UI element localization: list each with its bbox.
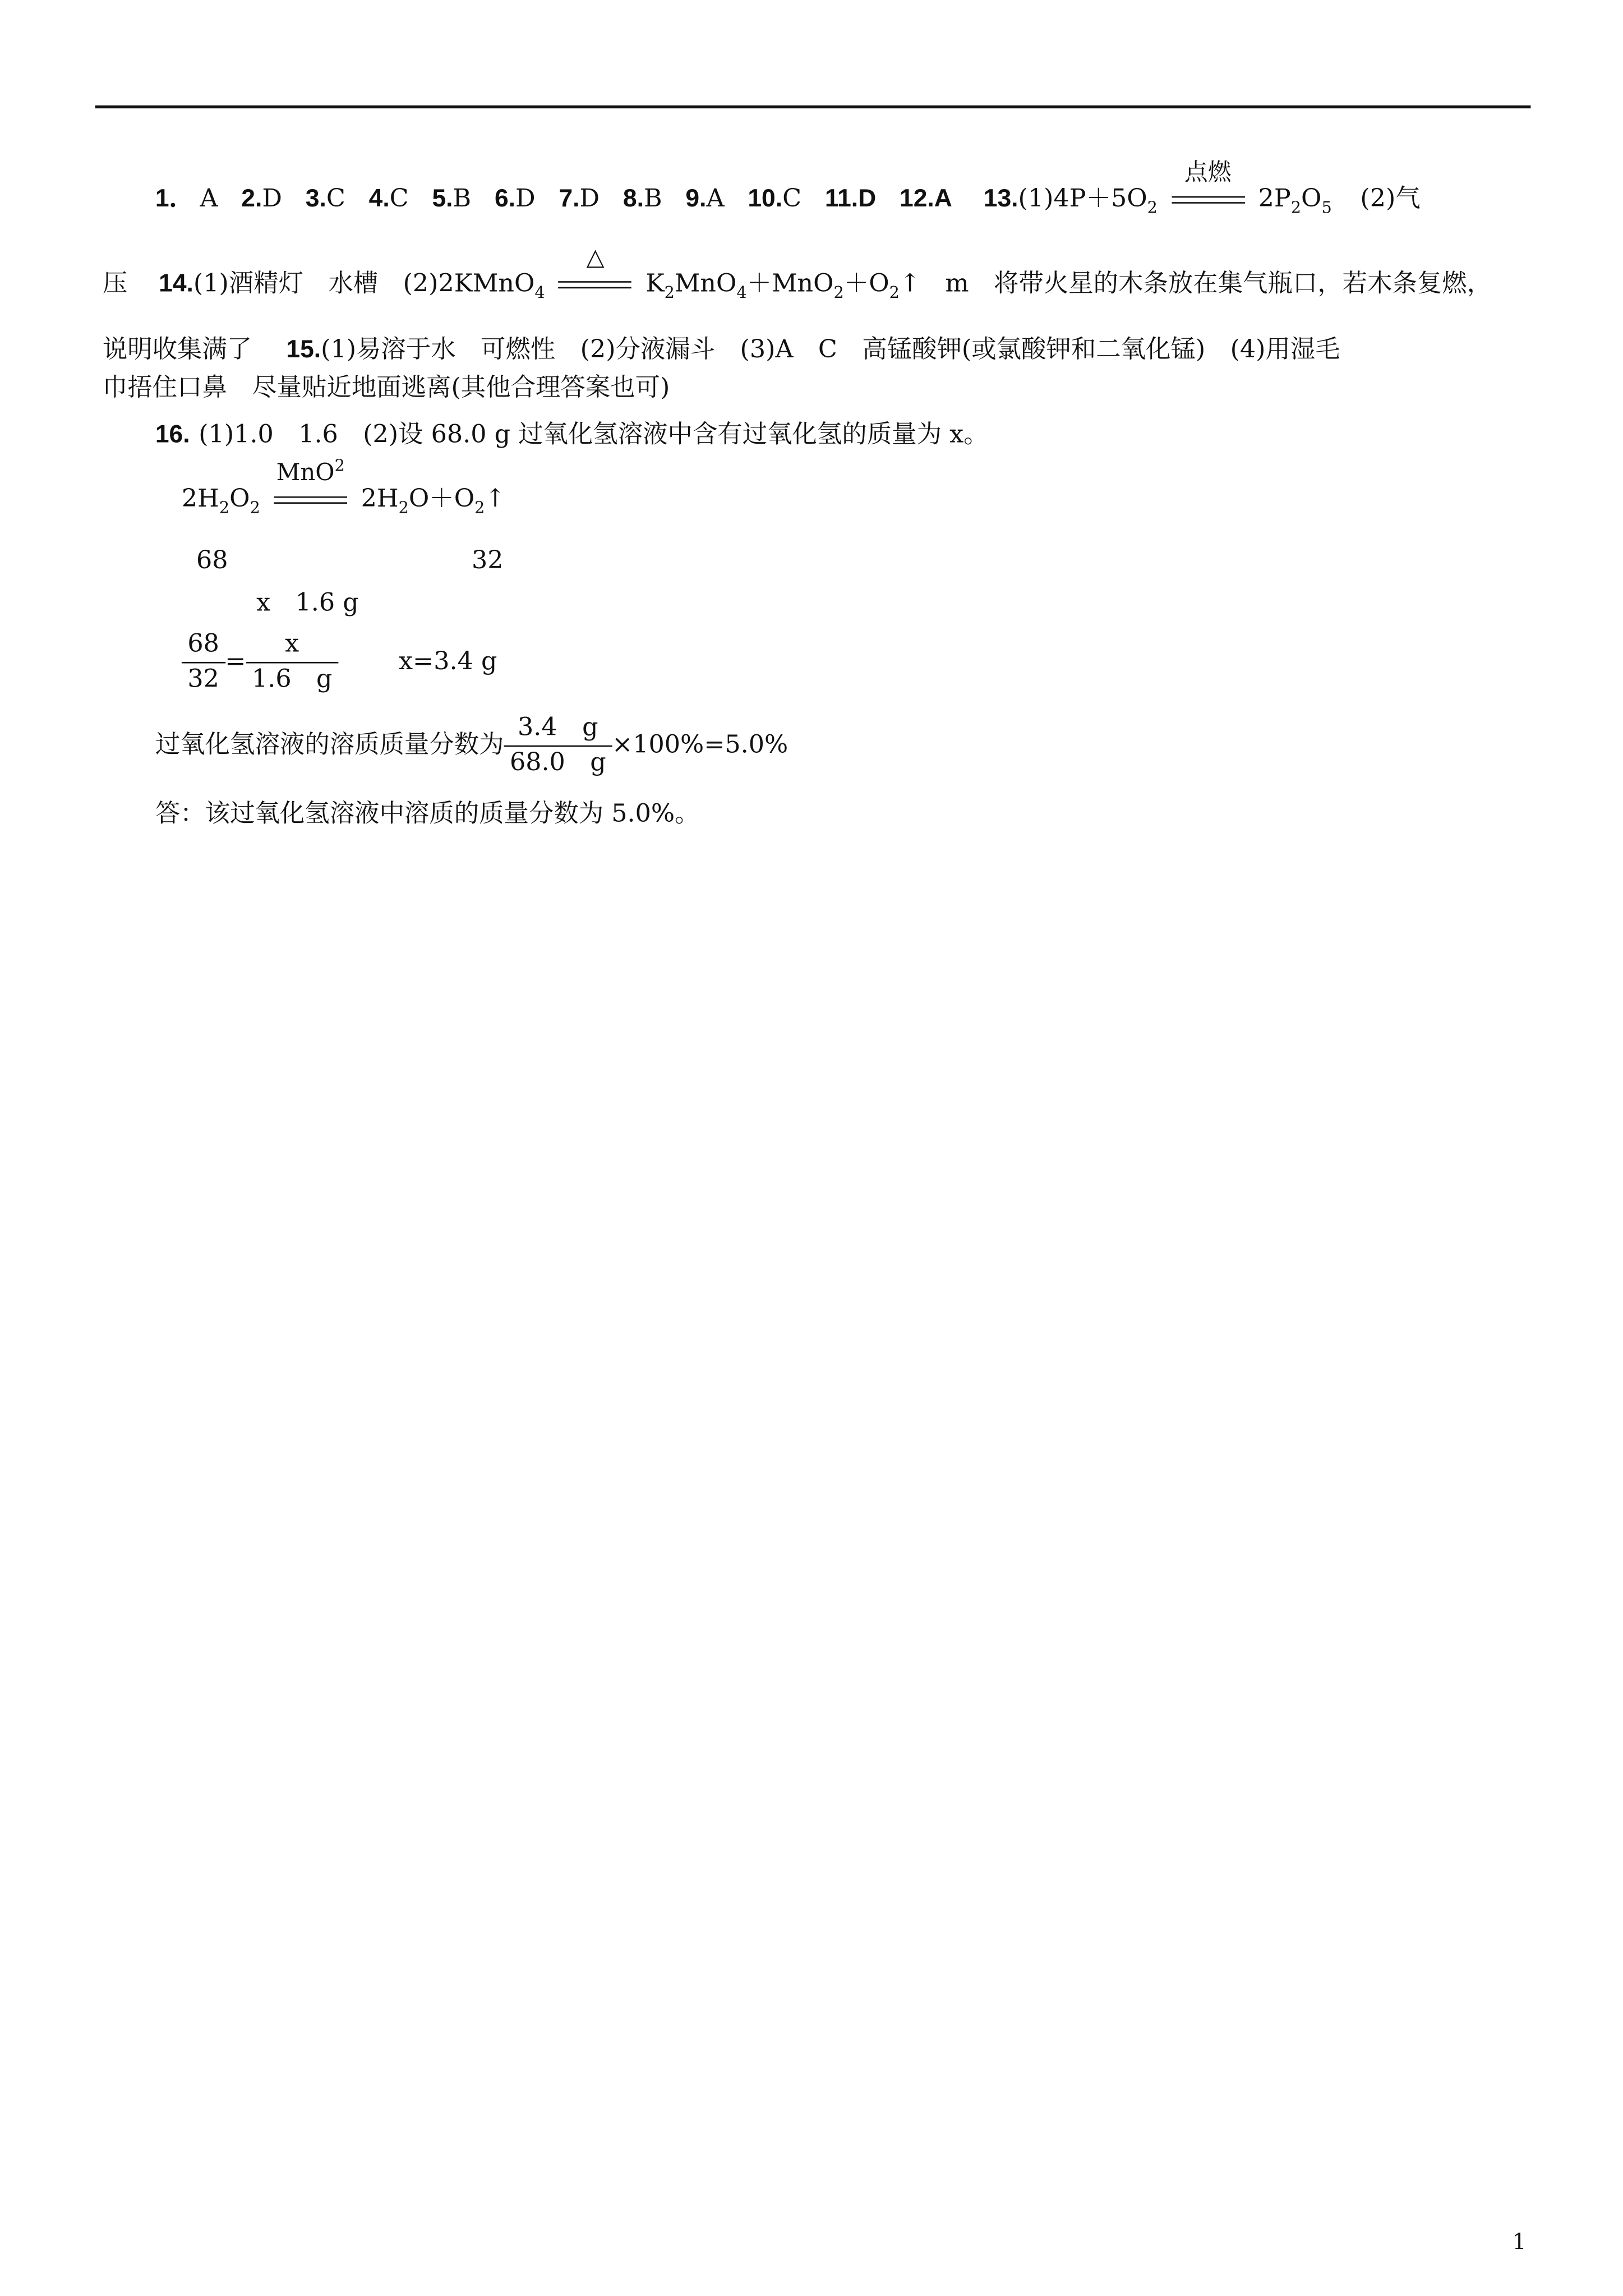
answer-letter: D xyxy=(858,184,877,213)
question-number: 7. xyxy=(559,184,580,213)
equals-sign xyxy=(1171,195,1244,203)
answer-letter: A xyxy=(706,184,725,214)
answer-letter: D xyxy=(515,184,536,214)
question-number: 11. xyxy=(824,184,859,213)
gas-arrow: ↑ xyxy=(485,485,506,514)
subscript: 4 xyxy=(534,283,545,302)
answer-letter: D xyxy=(262,184,282,214)
subscript: 2 xyxy=(474,498,485,518)
subscript: 2 xyxy=(889,283,900,302)
choice-answer xyxy=(495,185,536,214)
choice-answer xyxy=(241,185,282,214)
q16-line xyxy=(155,422,989,448)
answer-letter: C xyxy=(782,184,802,214)
question-number: 5. xyxy=(432,184,453,213)
q14-number: 14. xyxy=(159,269,193,297)
choice-answer xyxy=(369,185,409,214)
q15-text: (1)易溶于水 可燃性 (2)分液漏斗 (3)A C 高锰酸钾(或氯酸钾和二氧化锰) (4)用湿毛 xyxy=(321,335,1340,365)
q13-tail: (2)气 xyxy=(1360,184,1421,214)
answer-letter: A xyxy=(200,184,218,214)
choice-answer xyxy=(306,185,345,214)
choice-answer xyxy=(623,185,662,214)
subscript: 5 xyxy=(1321,198,1332,218)
question-number: 3. xyxy=(305,184,326,213)
answer-letter: B xyxy=(643,184,662,214)
q15-text-2: 巾捂住口鼻 尽量贴近地面逃离(其他合理答案也可) xyxy=(102,373,670,403)
choice-answer xyxy=(825,185,876,214)
subscript: 2 xyxy=(1147,198,1158,218)
q13-product: 2P xyxy=(1258,184,1291,214)
fraction-x-1.6: $\frac{x}{1.6 g}$ xyxy=(246,633,338,693)
equals-sign xyxy=(274,496,347,503)
question-number: 2. xyxy=(241,184,262,213)
choice-answer xyxy=(432,185,471,214)
molar-mass-32: 32 xyxy=(472,546,504,576)
answer-line-2: 压 14.(1)酒精灯 水槽 (2)2KMnO$_4$ △ $K_2MnO_4+MnO_2+O_2↑$ m 将带火星的木条放在集气瓶口，若木条复燃， xyxy=(102,242,1492,302)
fraction-percentage: $\frac{3.4 g}{68.0 g}$ xyxy=(504,716,612,776)
reaction-condition xyxy=(559,242,632,295)
condition-label: △ xyxy=(586,242,605,270)
header-rule xyxy=(95,105,1531,108)
answer-letter: B xyxy=(453,184,472,214)
question-number: 10. xyxy=(748,184,783,213)
question-number: 4. xyxy=(368,184,390,213)
fraction-68-32: $\frac{68}{32}$ xyxy=(182,633,225,693)
question-number: 9. xyxy=(685,184,707,213)
condition-label: MnO$^2$ xyxy=(276,455,345,486)
proportion: $\frac{68}{32}$ = $\frac{x}{1.6 g}$ x=3.4 g xyxy=(182,633,497,693)
question-number: 12. xyxy=(900,184,934,213)
q13-equation-lead: (1)4P＋5O xyxy=(1018,184,1147,214)
q14-text: (1)酒精灯 水槽 (2)2KMnO xyxy=(193,269,535,299)
question-number: 1． xyxy=(155,184,194,213)
gas-arrow: ↑ xyxy=(899,269,921,299)
answer-letter: D xyxy=(579,184,600,214)
answer-letter: C xyxy=(389,184,409,214)
answer-line-3 xyxy=(103,337,1340,363)
subscript: 2 xyxy=(219,498,230,518)
mass-row: x 1.6 g xyxy=(256,588,359,618)
subscript: 2 xyxy=(833,283,844,302)
molar-mass-68: 68 xyxy=(196,546,228,576)
q16-equation: $2H_2O_2$ MnO$^2$ $2H_2O+O_2↑$ xyxy=(181,455,506,518)
subscript: 2 xyxy=(1290,198,1302,218)
choice-answer xyxy=(155,185,218,214)
answer-letter: C xyxy=(326,184,345,214)
q16-number: 16. xyxy=(155,420,190,448)
page-number: 1 xyxy=(1512,2229,1527,2256)
equals-sign xyxy=(559,280,632,288)
condition-label: 点燃 xyxy=(1184,157,1232,186)
question-number: 8. xyxy=(623,184,644,213)
percentage-line: 过氧化氢溶液的溶质质量分数为 $\frac{3.4 g}{68.0 g}$ ×100%=5.0% xyxy=(155,713,789,778)
answer-line-4 xyxy=(102,373,670,403)
q13-number: 13. xyxy=(983,184,1018,213)
reaction-condition xyxy=(1171,157,1244,210)
choice-answer xyxy=(559,185,600,214)
choice-answer xyxy=(900,185,952,214)
subscript: 2 xyxy=(398,498,409,518)
subscript: 2 xyxy=(664,283,675,302)
subscript: 2 xyxy=(250,498,260,518)
subscript: 4 xyxy=(736,283,747,302)
final-answer: 答：该过氧化氢溶液中溶质的质量分数为 5.0%。 xyxy=(155,799,700,829)
solution-x: x=3.4 g xyxy=(399,647,497,677)
question-number: 6. xyxy=(494,184,516,213)
choice-answers xyxy=(155,185,976,214)
q14-continuation: 说明收集满了 xyxy=(102,335,252,365)
reaction-condition xyxy=(274,455,347,510)
q14-text-2: m 将带火星的木条放在集气瓶口，若木条复燃， xyxy=(920,269,1492,299)
q13-continuation: 压 xyxy=(102,269,128,299)
choice-answer xyxy=(685,185,724,214)
q15-number: 15. xyxy=(286,335,321,364)
choice-answer xyxy=(748,185,801,214)
q16-text: (1)1.0 1.6 (2)设 68.0 g 过氧化氢溶液中含有过氧化氢的质量为 x。 xyxy=(199,420,989,450)
answer-line-1: 1． A 2.D 3.C 4.C 5.B 6.D 7.D 8.B 9.A 10.C 11.D 12.A $13.(1)4P+5O_2$ 点燃 $2P_2O_5$ (2)气 xyxy=(155,157,1421,218)
answer-letter: A xyxy=(934,184,952,213)
